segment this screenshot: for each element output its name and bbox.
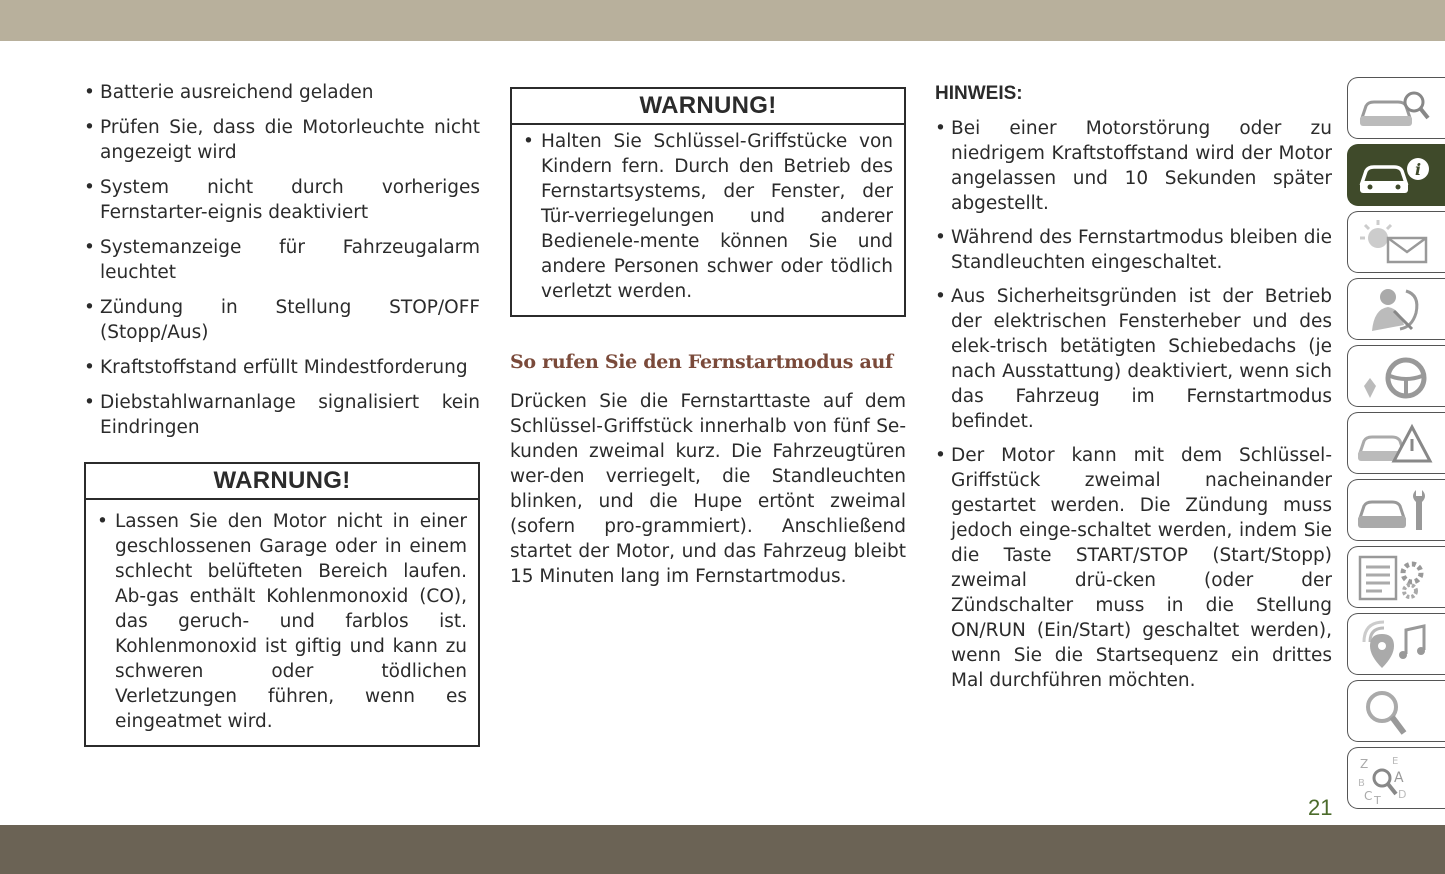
tab-servicing-and-maintenance[interactable] (1347, 479, 1445, 541)
tab-starting-and-operating[interactable] (1347, 345, 1445, 407)
warning-text: • Lassen Sie den Motor nicht in einer geschlossenen Garage oder in einem schlecht belüfteten Bereich laufen. Ab-gas enthält Kohlenmonoxid (CO), das geruch- und farblos ist. Kohlenmonoxid ist giftig und kann zu schweren oder tödlichen Verletzungen führen, wenn es eingeatmet wird. (97, 509, 467, 734)
index-letter: E (1392, 756, 1399, 767)
car-service-icon (1354, 486, 1434, 536)
list-item: • Der Motor kann mit dem Schlüssel-Griffstück zweimal nacheinander gestartet werden. Die Zündung muss jedoch einge-schaltet werden, indem Sie die Taste START/STOP (Start/Stopp) zweimal drü-cken (oder der Zündschalter muss in die Stellung ON/RUN (Ein/Start) geschaltet werden), wenn Sie die Startsequenz ein drittes Mal durchführen möchten. (935, 443, 1332, 693)
tab-getting-to-know-vehicle[interactable] (1347, 77, 1445, 139)
technical-specs-icon (1354, 553, 1434, 603)
airbag-safety-icon (1354, 285, 1434, 335)
svg-text:i: i (1415, 160, 1422, 179)
list-item: • Diebstahlwarnanlage signalisiert kein Eindringen (84, 390, 480, 440)
tab-safety[interactable] (1347, 278, 1445, 340)
list-item: • Aus Sicherheitsgründen ist der Betrieb der elektrischen Fensterheber und des elek-trisch betätigten Schiebedachs (je nach Ausstattung) deaktiviert, wenn sich das Fahrzeug im Fernstartmodus befindet. (935, 284, 1332, 434)
tab-warning-lights[interactable] (1347, 211, 1445, 273)
note-title: HINWEIS: (935, 83, 1023, 104)
right-column (935, 81, 1332, 702)
list-item: • Während des Fernstartmodus bleiben die Standleuchten eingeschaltet. (935, 225, 1332, 275)
roadside-emergency-icon (1354, 419, 1434, 469)
tab-in-case-of-emergency[interactable] (1347, 412, 1445, 474)
alphabetical-index-icon (1354, 754, 1434, 804)
list-item: • Batterie ausreichend geladen (84, 80, 480, 105)
warning-box-keyfob (510, 87, 906, 317)
tab-multimedia[interactable] (1347, 613, 1445, 675)
list-item: • Systemanzeige für Fahrzeugalarm leuchtet (84, 235, 480, 285)
middle-column (510, 87, 906, 589)
index-letter: T (1374, 794, 1381, 804)
index-letter: A (1394, 770, 1404, 786)
list-item: • Bei einer Motorstörung oder zu niedrigem Kraftstoffstand wird der Motor angelassen und 10 Sekunden später abgestellt. (935, 116, 1332, 216)
notes-list (935, 116, 1332, 693)
index-letter: D (1398, 788, 1407, 801)
warning-text: • Halten Sie Schlüssel-Griffstücke von Kindern fern. Durch den Betrieb des Fernstartsystems, der Fenster, der Tür-verriegelungen und anderer Bedienele-mente können Sie und andere Personen schwer oder tödlich verletzt werden. (523, 129, 893, 304)
list-item: • Prüfen Sie, dass die Motorleuchte nicht angezeigt wird (84, 115, 480, 165)
section-heading: So rufen Sie den Fernstartmodus auf (510, 351, 893, 373)
index-letter: C (1364, 789, 1373, 803)
index-letter: Z (1360, 757, 1369, 771)
requirements-list (84, 80, 480, 440)
top-banner (0, 0, 1445, 41)
warning-box-garage (84, 462, 480, 747)
warning-title: WARNUNG! (512, 89, 904, 125)
list-item: • Zündung in Stellung STOP/OFF (Stopp/Aus) (84, 295, 480, 345)
tab-customer-assistance[interactable] (1347, 680, 1445, 742)
steering-wheel-start-icon (1354, 352, 1434, 402)
page-number: 21 (1308, 795, 1333, 820)
index-letter: B (1358, 778, 1365, 789)
tab-getting-to-know-instrument-panel[interactable] (1347, 144, 1445, 206)
bottom-banner (0, 825, 1445, 874)
multimedia-icon (1354, 620, 1434, 670)
tab-technical-specifications[interactable] (1347, 546, 1445, 608)
car-search-icon (1354, 84, 1434, 134)
tab-index[interactable] (1347, 747, 1445, 809)
list-item: • System nicht durch vorheriges Fernstarter-eignis deaktiviert (84, 175, 480, 225)
left-column (84, 80, 480, 747)
list-item: • Kraftstoffstand erfüllt Mindestforderung (84, 355, 480, 380)
search-index-icon (1354, 687, 1434, 737)
warning-title: WARNUNG! (86, 464, 478, 500)
body-paragraph: Drücken Sie die Fernstarttaste auf dem Schlüssel-Griffstück innerhalb von fünf Se-kunden zweimal kurz. Die Fahrzeugtüren wer-den verriegelt, die Standleuchten blinken, und die Hupe ertönt zweimal (sofern pro-grammiert). Anschließend startet der Motor, und das Fahrzeug bleibt 15 Minuten lang im Fernstartmodus. (510, 391, 906, 587)
warning-light-message-icon (1354, 218, 1434, 268)
car-info-icon (1354, 151, 1434, 201)
